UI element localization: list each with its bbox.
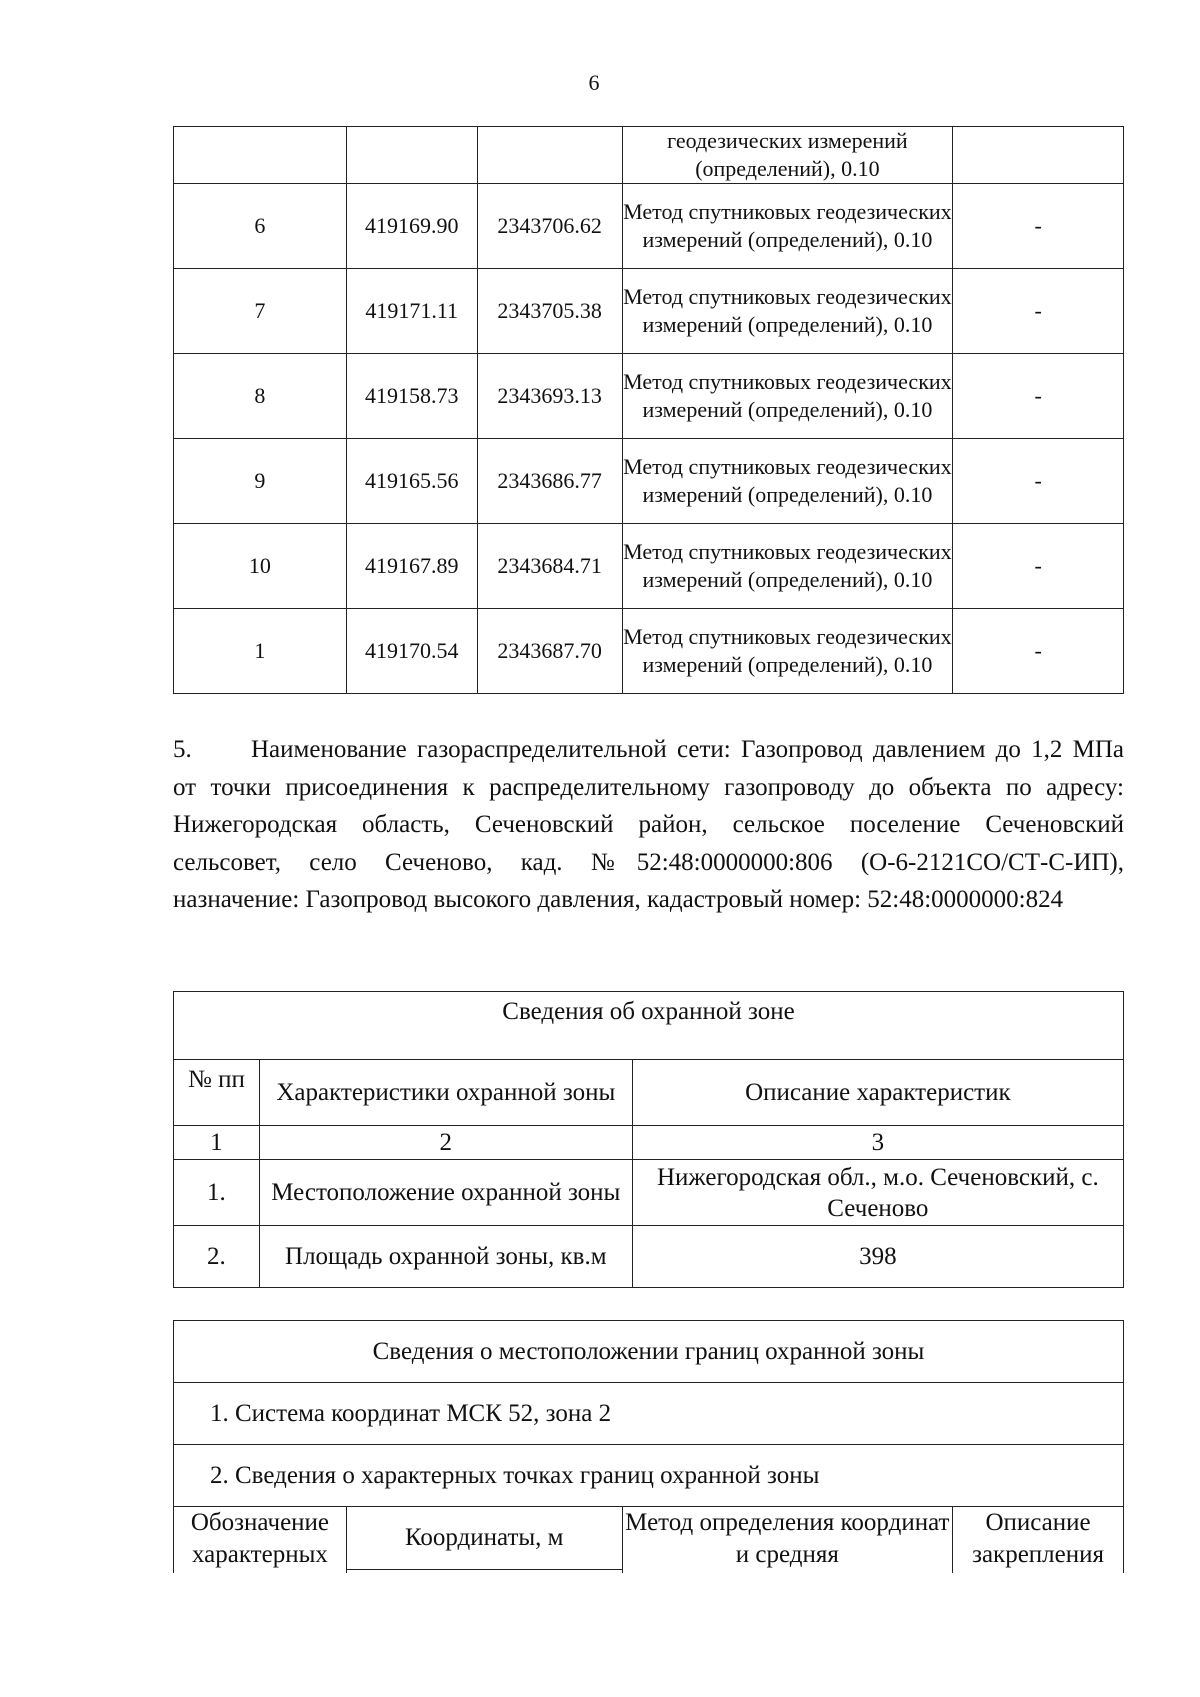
index-cell: 3 (632, 1126, 1123, 1160)
column-header-number: № пп (174, 1060, 260, 1126)
table-title: Сведения об охранной зоне (174, 992, 1124, 1060)
coordinates-table (173, 126, 1124, 694)
x-cell: 419170.54 (346, 609, 477, 694)
point-cell: 7 (174, 269, 347, 354)
table-row (174, 184, 1124, 269)
method-cell: Метод спутниковых геодезических измерений (определений), 0.10 (622, 439, 953, 524)
y-cell: 2343686.77 (477, 439, 622, 524)
column-header-characteristic: Характеристики охранной зоны (259, 1060, 632, 1126)
x-cell: 419171.11 (346, 269, 477, 354)
table-row (174, 524, 1124, 609)
protected-zone-table (173, 991, 1124, 1288)
fixing-cell: - (953, 524, 1124, 609)
point-cell (174, 127, 347, 184)
x-cell: 419169.90 (346, 184, 477, 269)
section-number: 5. (173, 736, 192, 763)
x-cell (346, 127, 477, 184)
table-row (174, 1383, 1124, 1445)
method-cell: Метод спутниковых геодезических измерений (определений), 0.10 (622, 269, 953, 354)
column-header-fixing: Описание закрепления (953, 1507, 1124, 1573)
fixing-cell: - (953, 184, 1124, 269)
x-cell: 419165.56 (346, 439, 477, 524)
y-cell: 2343705.38 (477, 269, 622, 354)
table-row (174, 439, 1124, 524)
section-paragraph (173, 731, 1124, 919)
index-cell: 1 (174, 1126, 260, 1160)
characteristic-cell: Местоположение охранной зоны (259, 1160, 632, 1226)
x-cell: 419167.89 (346, 524, 477, 609)
column-header-coordinates: Координаты, м (347, 1507, 622, 1570)
page-number: 6 (588, 70, 600, 95)
table-row (174, 354, 1124, 439)
fixing-cell (953, 127, 1124, 184)
column-header-designation: Обозначение характерных (174, 1507, 347, 1573)
table-header-row (174, 1060, 1124, 1126)
description-cell: 398 (632, 1226, 1123, 1288)
y-cell: 2343693.13 (477, 354, 622, 439)
column-header-description: Описание характеристик (632, 1060, 1123, 1126)
characteristic-points-item: 2. Сведения о характерных точках границ охранной зоны (174, 1445, 1124, 1507)
point-cell: 8 (174, 354, 347, 439)
y-cell (477, 127, 622, 184)
coordinate-system-item: 1. Система координат МСК 52, зона 2 (174, 1383, 1124, 1445)
point-cell: 9 (174, 439, 347, 524)
y-cell: 2343684.71 (477, 524, 622, 609)
table-row (174, 269, 1124, 354)
characteristic-cell: Площадь охранной зоны, кв.м (259, 1226, 632, 1288)
fixing-cell: - (953, 269, 1124, 354)
method-cell: геодезических измерений (определений), 0.10 (622, 127, 953, 184)
table-row-continued (174, 127, 1124, 184)
table-title-row (174, 1321, 1124, 1383)
index-cell: 2 (259, 1126, 632, 1160)
method-cell: Метод спутниковых геодезических измерений (определений), 0.10 (622, 354, 953, 439)
description-cell: Нижегородская обл., м.о. Сеченовский, с. Сеченово (632, 1160, 1123, 1226)
row-number: 2. (174, 1226, 260, 1288)
fixing-cell: - (953, 354, 1124, 439)
fixing-cell: - (953, 609, 1124, 694)
y-cell: 2343706.62 (477, 184, 622, 269)
row-number: 1. (174, 1160, 260, 1226)
method-cell: Метод спутниковых геодезических измерений (определений), 0.10 (622, 609, 953, 694)
point-cell: 1 (174, 609, 347, 694)
table-index-row (174, 1126, 1124, 1160)
y-cell: 2343687.70 (477, 609, 622, 694)
method-cell: Метод спутниковых геодезических измерений (определений), 0.10 (622, 184, 953, 269)
table-row (174, 1226, 1124, 1288)
column-header-method: Метод определения координат и средняя (622, 1507, 953, 1573)
table-row (174, 1445, 1124, 1507)
table-row (174, 1160, 1124, 1226)
boundary-location-table (173, 1320, 1124, 1573)
x-cell: 419158.73 (346, 354, 477, 439)
table-row (174, 609, 1124, 694)
column-header-coordinates-wrap (346, 1507, 622, 1573)
section-text: Наименование газораспределительной сети: Газопровод давлением до 1,2 МПа от точки присоединения к распределительному газопроводу до объекта по адресу: Нижегородская область, Сеченовский район, сельское поселение Сеченовский сельсовет, село Сеченово, кад. №52:48:0000000:806 (О-6-2121СО/СТ-С-ИП), назначение: Газопровод высокого давления, кадастровый номер: 52:48:0000000:824 (173, 736, 1124, 913)
method-cell: Метод спутниковых геодезических измерений (определений), 0.10 (622, 524, 953, 609)
fixing-cell: - (953, 439, 1124, 524)
table-title: Сведения о местоположении границ охранной зоны (174, 1321, 1124, 1383)
table-title-row (174, 992, 1124, 1060)
point-cell: 10 (174, 524, 347, 609)
point-cell: 6 (174, 184, 347, 269)
table-header-row (174, 1507, 1124, 1573)
